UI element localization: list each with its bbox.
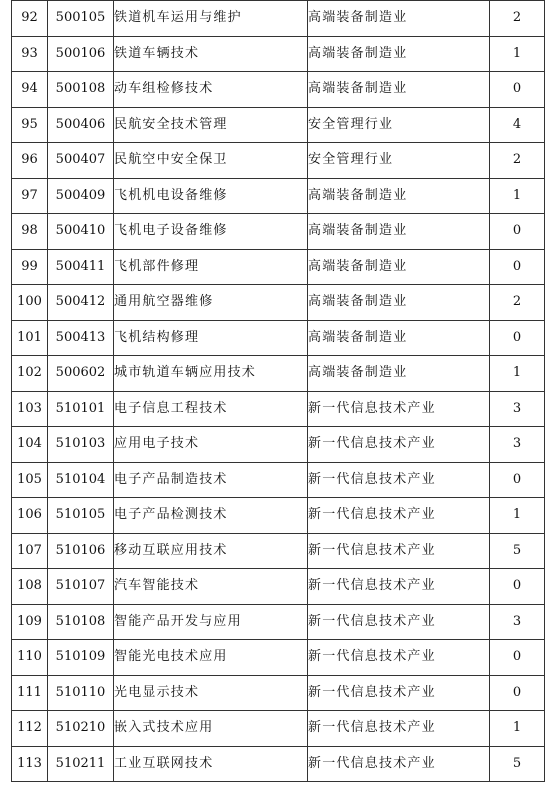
program-code: 500413 <box>48 320 114 356</box>
program-code: 500407 <box>48 143 114 179</box>
row-number: 108 <box>12 569 48 605</box>
program-code: 510108 <box>48 604 114 640</box>
program-name: 铁道车辆技术 <box>114 36 308 72</box>
table-row <box>12 462 545 498</box>
program-table <box>11 0 545 782</box>
table-row <box>12 746 545 782</box>
program-code: 510104 <box>48 462 114 498</box>
count-value: 3 <box>490 427 545 463</box>
program-name: 城市轨道车辆应用技术 <box>114 356 308 392</box>
row-number: 94 <box>12 72 48 108</box>
row-number: 107 <box>12 533 48 569</box>
program-name: 通用航空器维修 <box>114 285 308 321</box>
program-code: 500108 <box>48 72 114 108</box>
program-name: 汽车智能技术 <box>114 569 308 605</box>
row-number: 93 <box>12 36 48 72</box>
table-row <box>12 604 545 640</box>
industry-name: 安全管理行业 <box>308 107 490 143</box>
program-code: 500409 <box>48 178 114 214</box>
industry-name: 新一代信息技术产业 <box>308 746 490 782</box>
program-code: 500410 <box>48 214 114 250</box>
program-name: 飞机结构修理 <box>114 320 308 356</box>
industry-name: 新一代信息技术产业 <box>308 427 490 463</box>
industry-name: 新一代信息技术产业 <box>308 462 490 498</box>
industry-name: 新一代信息技术产业 <box>308 391 490 427</box>
program-code: 510211 <box>48 746 114 782</box>
row-number: 104 <box>12 427 48 463</box>
table-body <box>12 1 545 782</box>
program-name: 应用电子技术 <box>114 427 308 463</box>
program-name: 电子信息工程技术 <box>114 391 308 427</box>
program-name: 民航空中安全保卫 <box>114 143 308 179</box>
program-code: 500602 <box>48 356 114 392</box>
industry-name: 高端装备制造业 <box>308 285 490 321</box>
industry-name: 高端装备制造业 <box>308 178 490 214</box>
count-value: 5 <box>490 746 545 782</box>
table-row <box>12 36 545 72</box>
program-code: 510110 <box>48 675 114 711</box>
program-name: 移动互联应用技术 <box>114 533 308 569</box>
industry-name: 新一代信息技术产业 <box>308 569 490 605</box>
program-code: 500406 <box>48 107 114 143</box>
table-row <box>12 356 545 392</box>
table-row <box>12 72 545 108</box>
table-row <box>12 533 545 569</box>
count-value: 0 <box>490 249 545 285</box>
count-value: 0 <box>490 640 545 676</box>
program-code: 510103 <box>48 427 114 463</box>
row-number: 103 <box>12 391 48 427</box>
table-row <box>12 107 545 143</box>
table-row <box>12 569 545 605</box>
program-code: 500106 <box>48 36 114 72</box>
table-row <box>12 640 545 676</box>
count-value: 0 <box>490 462 545 498</box>
table-row <box>12 427 545 463</box>
count-value: 2 <box>490 143 545 179</box>
program-code: 510106 <box>48 533 114 569</box>
program-code: 500105 <box>48 1 114 37</box>
industry-name: 高端装备制造业 <box>308 1 490 37</box>
row-number: 109 <box>12 604 48 640</box>
program-code: 500412 <box>48 285 114 321</box>
industry-name: 高端装备制造业 <box>308 214 490 250</box>
count-value: 3 <box>490 604 545 640</box>
row-number: 102 <box>12 356 48 392</box>
industry-name: 新一代信息技术产业 <box>308 604 490 640</box>
industry-name: 新一代信息技术产业 <box>308 533 490 569</box>
table-row <box>12 675 545 711</box>
program-code: 510107 <box>48 569 114 605</box>
count-value: 0 <box>490 675 545 711</box>
program-name: 嵌入式技术应用 <box>114 711 308 747</box>
industry-name: 高端装备制造业 <box>308 36 490 72</box>
program-name: 动车组检修技术 <box>114 72 308 108</box>
count-value: 0 <box>490 72 545 108</box>
industry-name: 高端装备制造业 <box>308 72 490 108</box>
row-number: 96 <box>12 143 48 179</box>
program-name: 电子产品检测技术 <box>114 498 308 534</box>
program-name: 电子产品制造技术 <box>114 462 308 498</box>
table-row <box>12 711 545 747</box>
count-value: 4 <box>490 107 545 143</box>
count-value: 1 <box>490 36 545 72</box>
count-value: 5 <box>490 533 545 569</box>
table-row <box>12 249 545 285</box>
table-row <box>12 391 545 427</box>
count-value: 1 <box>490 498 545 534</box>
row-number: 98 <box>12 214 48 250</box>
program-name: 飞机部件修理 <box>114 249 308 285</box>
program-code: 500411 <box>48 249 114 285</box>
program-name: 工业互联网技术 <box>114 746 308 782</box>
count-value: 1 <box>490 178 545 214</box>
industry-name: 高端装备制造业 <box>308 356 490 392</box>
program-name: 铁道机车运用与维护 <box>114 1 308 37</box>
count-value: 0 <box>490 569 545 605</box>
industry-name: 高端装备制造业 <box>308 249 490 285</box>
program-name: 飞机机电设备维修 <box>114 178 308 214</box>
program-name: 民航安全技术管理 <box>114 107 308 143</box>
program-code: 510105 <box>48 498 114 534</box>
row-number: 97 <box>12 178 48 214</box>
row-number: 110 <box>12 640 48 676</box>
count-value: 1 <box>490 711 545 747</box>
row-number: 113 <box>12 746 48 782</box>
count-value: 1 <box>490 356 545 392</box>
row-number: 92 <box>12 1 48 37</box>
row-number: 112 <box>12 711 48 747</box>
program-name: 光电显示技术 <box>114 675 308 711</box>
table-row <box>12 1 545 37</box>
industry-name: 高端装备制造业 <box>308 320 490 356</box>
count-value: 0 <box>490 214 545 250</box>
program-code: 510101 <box>48 391 114 427</box>
industry-name: 新一代信息技术产业 <box>308 675 490 711</box>
table-row <box>12 285 545 321</box>
row-number: 95 <box>12 107 48 143</box>
industry-name: 新一代信息技术产业 <box>308 640 490 676</box>
row-number: 99 <box>12 249 48 285</box>
program-name: 飞机电子设备维修 <box>114 214 308 250</box>
table-row <box>12 320 545 356</box>
program-code: 510109 <box>48 640 114 676</box>
row-number: 105 <box>12 462 48 498</box>
industry-name: 新一代信息技术产业 <box>308 498 490 534</box>
count-value: 3 <box>490 391 545 427</box>
table-row <box>12 178 545 214</box>
row-number: 106 <box>12 498 48 534</box>
table-row <box>12 143 545 179</box>
table-row <box>12 498 545 534</box>
program-code: 510210 <box>48 711 114 747</box>
row-number: 101 <box>12 320 48 356</box>
row-number: 100 <box>12 285 48 321</box>
table-row <box>12 214 545 250</box>
program-name: 智能光电技术应用 <box>114 640 308 676</box>
row-number: 111 <box>12 675 48 711</box>
industry-name: 安全管理行业 <box>308 143 490 179</box>
industry-name: 新一代信息技术产业 <box>308 711 490 747</box>
count-value: 0 <box>490 320 545 356</box>
count-value: 2 <box>490 1 545 37</box>
program-name: 智能产品开发与应用 <box>114 604 308 640</box>
count-value: 2 <box>490 285 545 321</box>
